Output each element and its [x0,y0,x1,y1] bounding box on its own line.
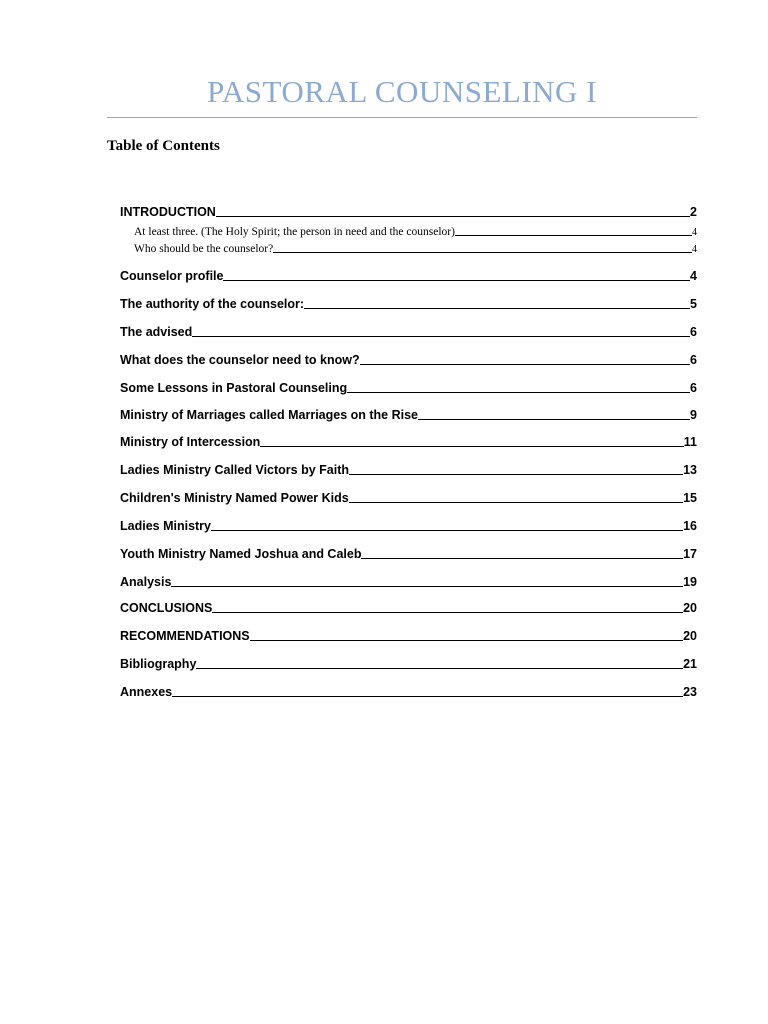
toc-entry[interactable] [134,243,697,255]
toc-entry-label: At least three. (The Holy Spirit; the person in need and the counselor) [134,226,455,238]
toc-entry-page: 9 [690,408,697,422]
toc-entry[interactable] [120,269,697,283]
toc-entry[interactable] [120,353,697,367]
toc-leader [349,473,683,475]
page-title: PASTORAL COUNSELING I [206,74,597,109]
toc-entry[interactable] [120,325,697,339]
toc-entry-label: Counselor profile [120,269,224,283]
toc-entry-page: 23 [683,685,697,699]
toc-entry[interactable] [134,226,697,238]
toc-entry-label: Some Lessons in Pastoral Counseling [120,381,348,395]
toc-entry-page: 6 [690,381,697,395]
toc-entry[interactable] [120,297,697,311]
toc-entry-label: Who should be the counselor? [134,243,274,255]
toc-entry-label: Analysis [120,575,172,589]
toc-entry-page: 20 [683,601,697,615]
toc-leader [418,418,690,420]
toc-entry[interactable] [120,491,697,505]
toc-entry-page: 16 [683,519,697,533]
toc-entry-label: The authority of the counselor: [120,297,305,311]
toc-entry-label: CONCLUSIONS [120,601,213,615]
toc-entry-label: Ladies Ministry [120,519,211,533]
toc-heading: Table of Contents [107,138,220,154]
toc-entry-label: INTRODUCTION [120,205,216,219]
toc-entry[interactable] [120,463,697,477]
toc-leader [192,335,690,337]
toc-entry-page: 11 [683,435,697,449]
toc-leader [171,585,683,587]
toc-entry-page: 2 [690,205,697,219]
toc-entry-page: 6 [690,353,697,367]
toc-entry[interactable] [120,381,697,395]
toc-entry[interactable] [120,685,697,699]
toc-entry-label: Bibliography [120,657,197,671]
toc-entry-page: 17 [683,547,697,561]
toc-leader [223,279,690,281]
toc-entry-label: Children's Ministry Named Power Kids [120,491,349,505]
toc-leader [349,501,683,503]
toc-leader [304,307,690,309]
toc-entry[interactable] [120,657,697,671]
toc-entry-page: 6 [690,325,697,339]
toc-entry[interactable] [120,547,697,561]
toc-entry-page: 4 [692,244,697,255]
toc-entry-page: 4 [690,269,697,283]
toc-entry-label: The advised [120,325,193,339]
toc-entry[interactable] [120,408,697,422]
toc-leader [172,695,683,697]
toc-entry-label: RECOMMENDATIONS [120,629,250,643]
toc-leader [212,611,683,613]
toc-entry[interactable] [120,435,697,449]
toc-entry-page: 5 [690,297,697,311]
toc-entry[interactable] [120,575,697,589]
toc-entry-page: 19 [683,575,697,589]
toc-entry[interactable] [120,629,697,643]
toc-entry-page: 13 [683,463,697,477]
toc-entry[interactable] [120,519,697,533]
toc-entry-label: What does the counselor need to know? [120,353,360,367]
toc-entry-label: Ministry of Intercession [120,435,261,449]
toc-entry-page: 4 [692,227,697,238]
toc-leader [361,557,683,559]
toc-leader [216,215,690,217]
title-rule [107,117,697,118]
toc-leader [250,639,683,641]
toc-entry-label: Ministry of Marriages called Marriages on the Rise [120,408,419,422]
toc-entry[interactable] [120,601,697,615]
toc-entry[interactable] [120,205,697,219]
toc-entry-label: Ladies Ministry Called Victors by Faith [120,463,349,477]
toc-leader [360,363,690,365]
toc-entry-page: 20 [683,629,697,643]
toc-leader [347,391,690,393]
toc-leader [196,667,683,669]
toc-leader [455,234,692,236]
toc-leader [211,529,683,531]
toc-leader [260,445,683,447]
toc-entry-page: 15 [683,491,697,505]
toc-entry-page: 21 [683,657,697,671]
toc-entry-label: Youth Ministry Named Joshua and Caleb [120,547,362,561]
toc-entry-label: Annexes [120,685,173,699]
toc-leader [273,251,692,253]
